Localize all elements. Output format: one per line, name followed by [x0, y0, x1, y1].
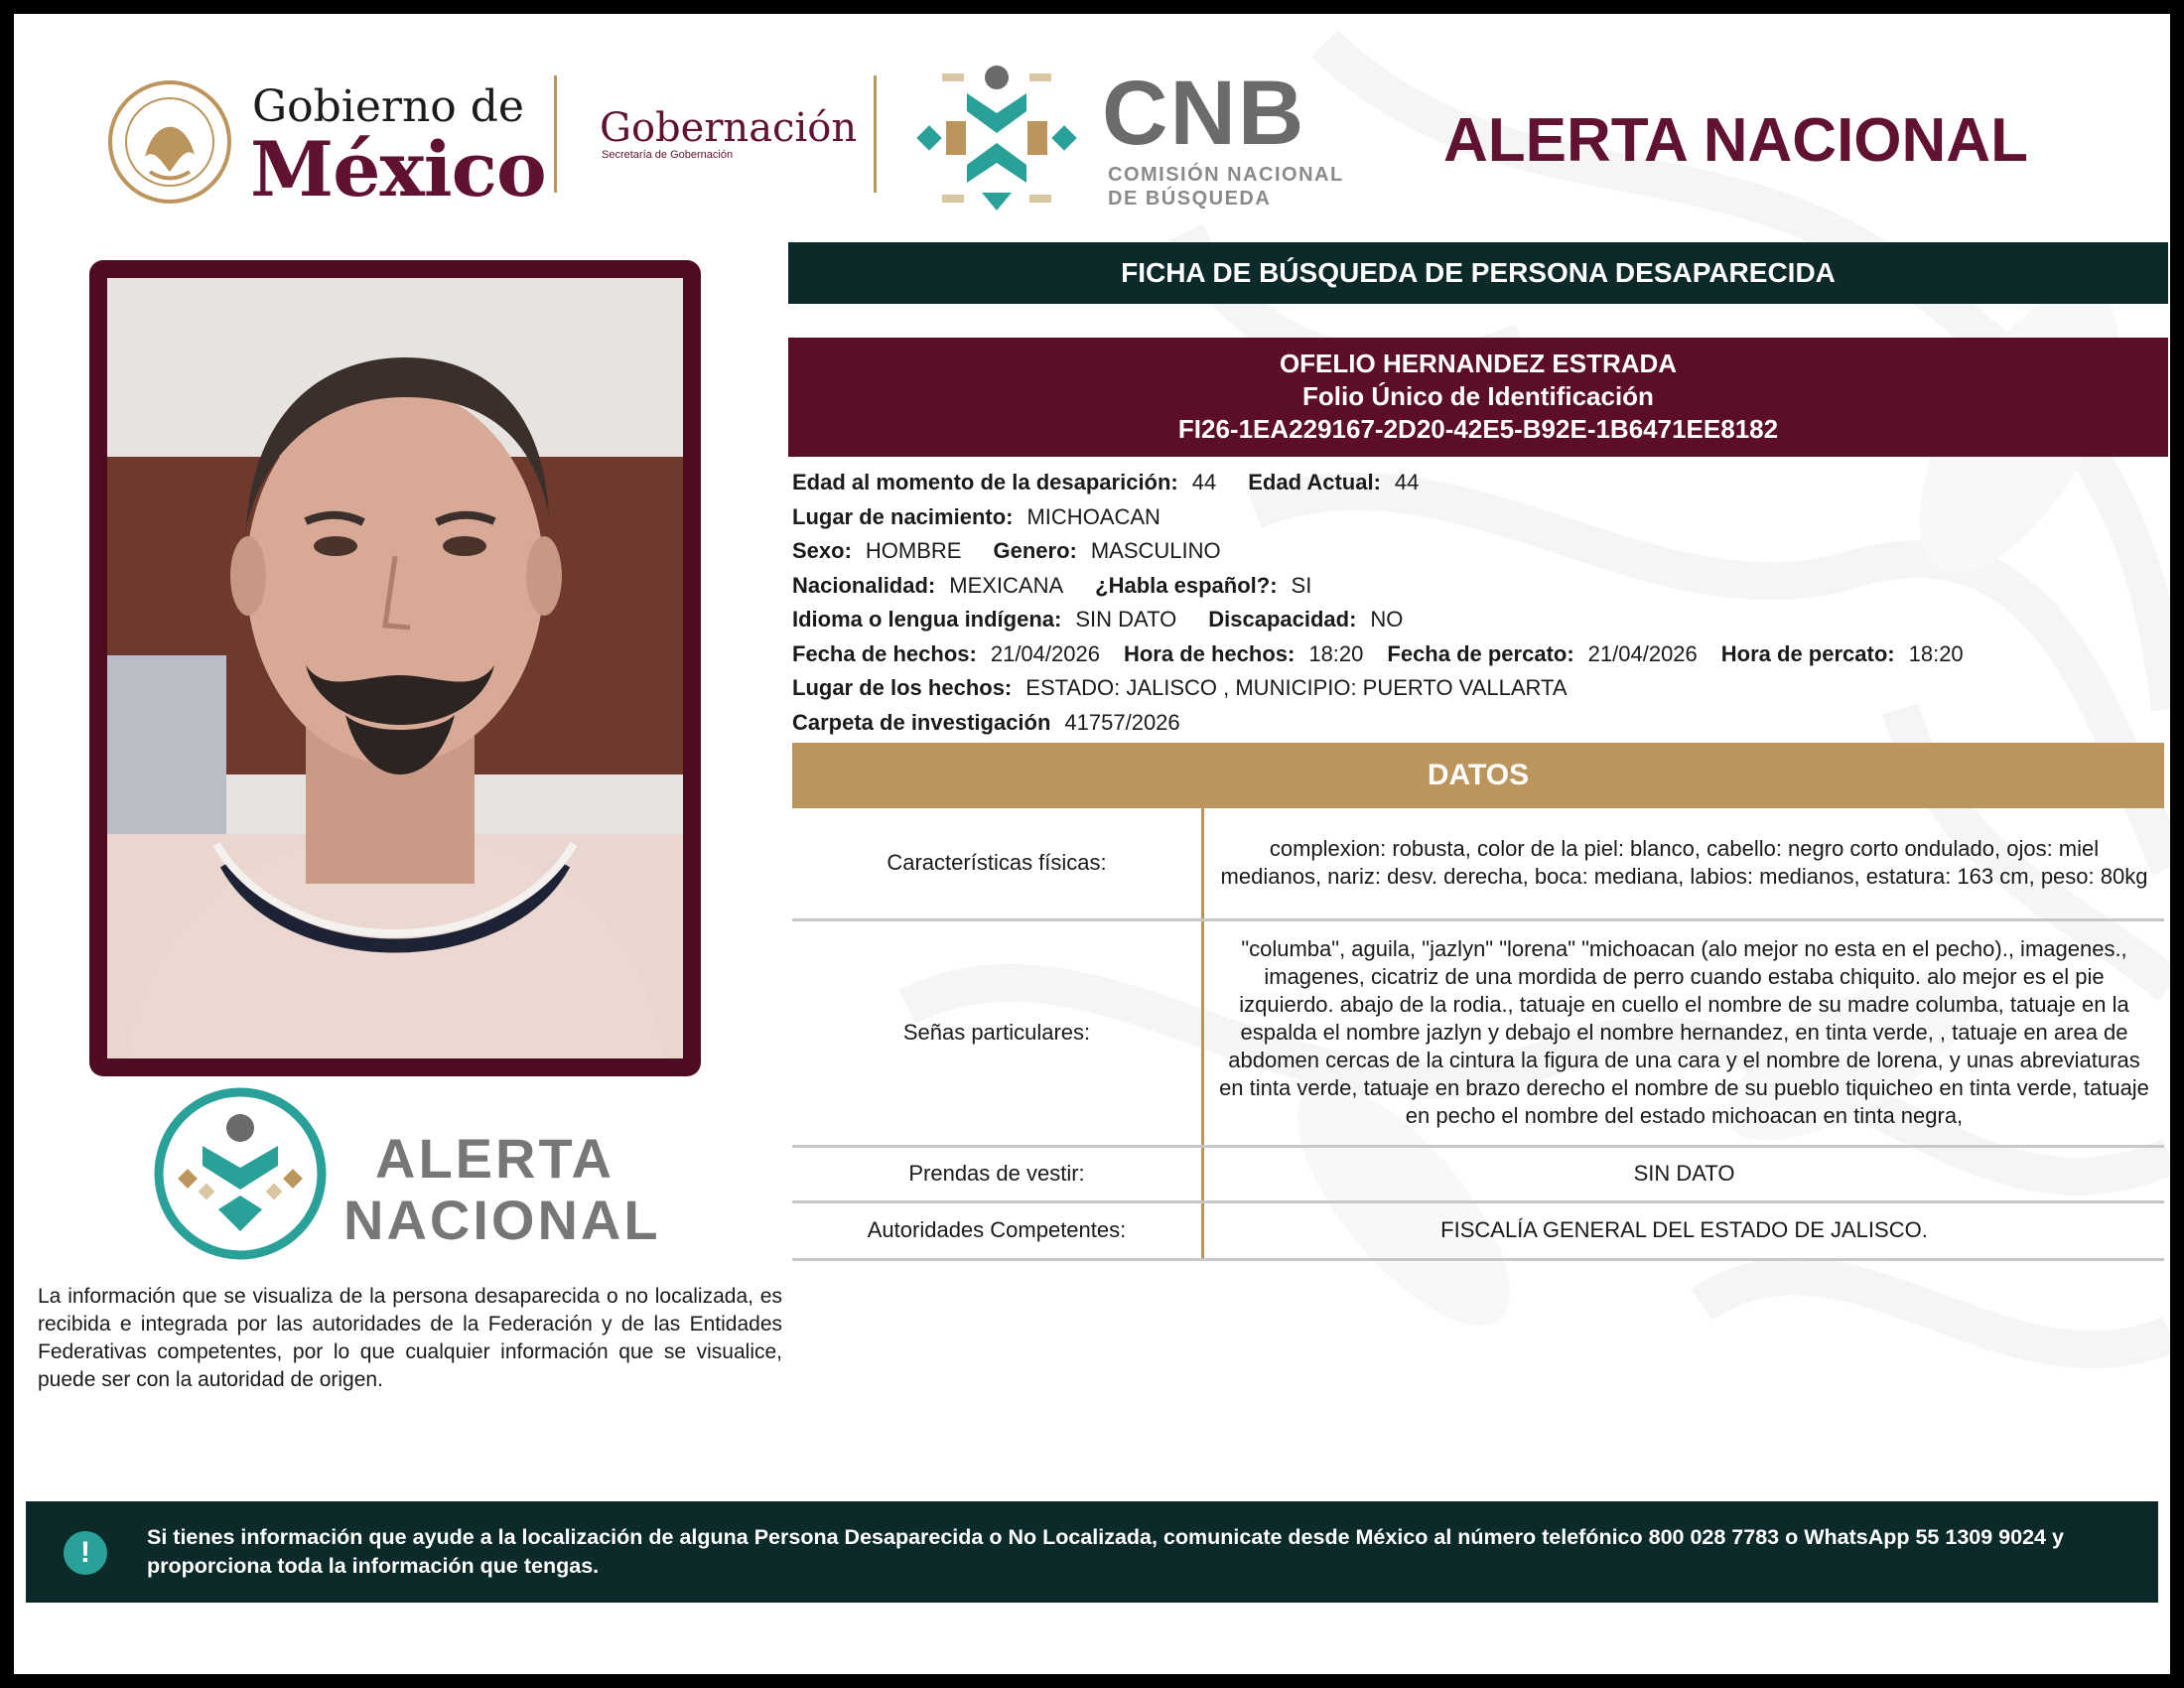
- person-fields: [792, 466, 2168, 740]
- person-photo-frame: [89, 260, 701, 1076]
- field-value: MASCULINO: [1090, 538, 1221, 563]
- cnb-subtitle-line1: COMISIÓN NACIONAL: [1108, 164, 1344, 186]
- contact-footer: [26, 1501, 2158, 1603]
- field-value: 44: [1394, 470, 1420, 494]
- datos-header: DATOS: [792, 743, 2164, 808]
- field-label: Idioma o lengua indígena:: [792, 607, 1062, 632]
- person-name-bar: [788, 338, 2168, 457]
- row-label: Características físicas:: [792, 808, 1203, 919]
- field-value: 21/04/2026: [1587, 640, 1698, 666]
- cnb-subtitle-line2: DE BÚSQUEDA: [1108, 188, 1272, 210]
- alerta-nacional-emblem-icon: [153, 1086, 328, 1261]
- gobierno-line1: Gobierno de: [252, 81, 524, 132]
- field-label: Nacionalidad:: [792, 572, 936, 598]
- header-divider: [554, 75, 557, 193]
- cnb-emblem-icon: [912, 54, 1081, 222]
- field-label: Edad Actual:: [1248, 470, 1381, 494]
- row-label: Autoridades Competentes:: [792, 1201, 1203, 1259]
- header-divider: [874, 75, 877, 193]
- row-label: Señas particulares:: [792, 919, 1203, 1146]
- folio-label: Folio Único de Identificación: [1302, 381, 1654, 411]
- field-value: 21/04/2026: [990, 640, 1100, 666]
- field-value: SIN DATO: [1075, 607, 1177, 632]
- field-row: [792, 706, 2168, 741]
- nacional-word: NACIONAL: [343, 1189, 661, 1251]
- field-value: MICHOACAN: [1026, 503, 1160, 529]
- field-row: [792, 637, 2168, 672]
- person-portrait-illustration: [107, 278, 683, 1058]
- contact-message: Si tienes información que ayude a la localización de alguna Persona Desaparecida o No Localizada, comunicate desde México al número telefónico 800 028 7783 o WhatsApp 55 1309 9024 y proporciona toda la información que tengas.: [147, 1525, 2064, 1578]
- alerta-nacional-wordmark: [343, 1128, 661, 1251]
- field-row: [792, 569, 2168, 604]
- field-label: Lugar de nacimiento:: [792, 503, 1014, 529]
- field-label: Fecha de hechos:: [792, 640, 977, 666]
- row-value: complexion: robusta, color de la piel: blanco, cabello: negro corto ondulado, ojos: miel medianos, nariz: desv. derecha, boca: mediana, labios: medianos, estatura: 163 cm, peso: 80kg: [1203, 808, 2165, 919]
- field-row: [792, 603, 2168, 637]
- folio-value: FI26-1EA229167-2D20-42E5-B92E-1B6471EE8182: [1177, 414, 1779, 444]
- field-value: 18:20: [1908, 640, 1964, 666]
- person-photo: [107, 278, 683, 1058]
- field-label: Discapacidad:: [1208, 607, 1357, 632]
- field-label: Lugar de los hechos:: [792, 675, 1013, 700]
- cnb-subtitle: [1108, 163, 1344, 211]
- row-value: FISCALÍA GENERAL DEL ESTADO DE JALISCO.: [1203, 1201, 2165, 1259]
- person-name: OFELIO HERNANDEZ ESTRADA: [1279, 349, 1678, 378]
- alerta-nacional-logo: [153, 1086, 669, 1265]
- gobernacion-subtitle: Secretaría de Gobernación: [602, 149, 734, 161]
- field-row: [792, 671, 2168, 706]
- field-value: SI: [1291, 572, 1312, 598]
- field-value: 41757/2026: [1064, 709, 1180, 735]
- field-row: [792, 466, 2168, 500]
- ficha-title-bar: FICHA DE BÚSQUEDA DE PERSONA DESAPARECIDA: [788, 242, 2168, 304]
- field-label: Edad al momento de la desaparición:: [792, 470, 1178, 494]
- field-label: ¿Habla español?:: [1095, 572, 1278, 598]
- field-value: 44: [1191, 470, 1217, 494]
- exclamation-icon: !: [64, 1531, 107, 1575]
- cnb-wordmark: CNB: [1102, 63, 1306, 164]
- field-value: NO: [1370, 607, 1404, 632]
- field-label: Carpeta de investigación: [792, 709, 1051, 735]
- gobierno-de-mexico-logo: [93, 60, 590, 213]
- row-label: Prendas de vestir:: [792, 1146, 1203, 1201]
- field-row: [792, 500, 2168, 535]
- national-seal-icon: [105, 77, 234, 207]
- field-value: ESTADO: JALISCO , MUNICIPIO: PUERTO VALLARTA: [1025, 675, 1568, 700]
- field-label: Genero:: [993, 538, 1077, 563]
- field-value: HOMBRE: [865, 538, 962, 563]
- alerta-nacional-title: ALERTA NACIONAL: [1443, 106, 2028, 175]
- disclaimer-text: La información que se visualiza de la persona desaparecida o no localizada, es recibida e integrada por las autoridades de la Federación y de las Entidades Federativas competentes, por lo que cualquier información que se visualice, puede ser con la autoridad de origen.: [38, 1285, 782, 1391]
- row-value: "columba", aguila, "jazlyn" "lorena" "michoacan (alo mejor no esta en el pecho)., imagenes., imagenes, cicatriz de una mordida de perro cuando estaba chiquito. alo mejor es el pie izquierdo. abajo de la rodia., tatuaje en cuello el nombre de su madre columba, tatuaje en la espalda el nombre jazlyn y debajo el nombre hernandez, en tinta verde, , tatuaje en area de abdomen cercas de la cintura la figura de una cara y el nombre de lorena, y unas abreviaturas en tinta verde, tatuaje en brazo derecho el nombre de su pueblo tiquicheo en tinta verde, tatuaje en pecho el nombre del estado michoacan en tinta negra,: [1203, 919, 2165, 1146]
- field-value: 18:20: [1308, 640, 1364, 666]
- table-row: [792, 919, 2164, 1146]
- table-row: [792, 808, 2164, 919]
- alerta-word: ALERTA: [375, 1127, 614, 1190]
- field-value: MEXICANA: [949, 572, 1064, 598]
- mexico-word: México: [250, 125, 546, 213]
- table-row: [792, 1201, 2164, 1259]
- field-label: Fecha de percato:: [1387, 640, 1574, 666]
- datos-table: [792, 808, 2164, 1261]
- field-label: Sexo:: [792, 538, 852, 563]
- field-row: [792, 534, 2168, 569]
- gobernacion-logo: Gobernación: [600, 105, 858, 151]
- row-value: SIN DATO: [1203, 1146, 2165, 1201]
- field-label: Hora de percato:: [1720, 640, 1895, 666]
- field-label: Hora de hechos:: [1123, 640, 1296, 666]
- table-row: [792, 1146, 2164, 1201]
